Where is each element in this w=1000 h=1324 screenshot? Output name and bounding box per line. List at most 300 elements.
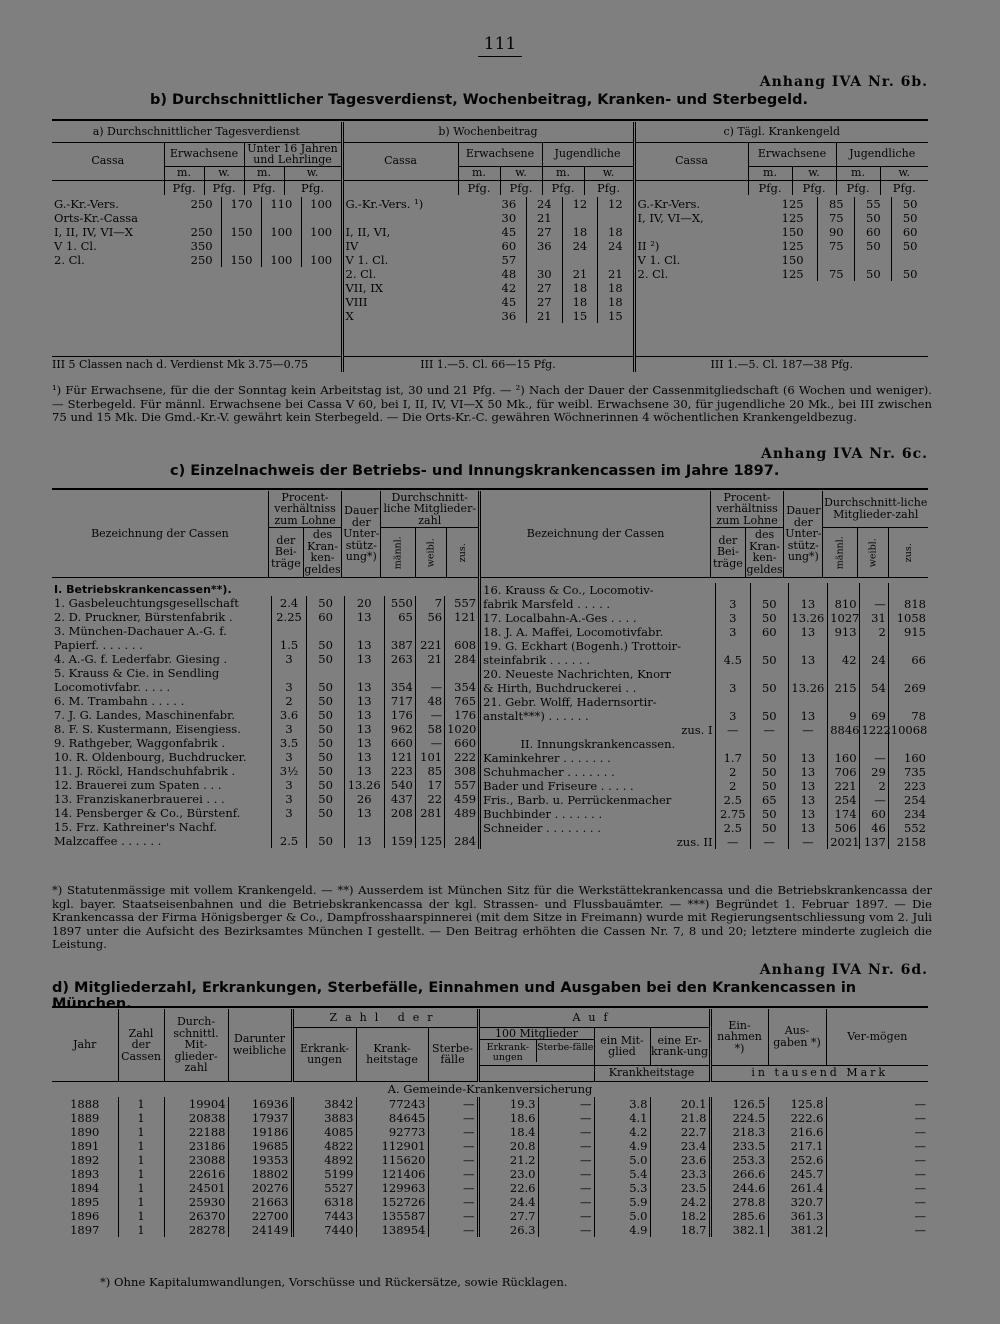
table-cell: — [914,1139,926,1153]
header-m: m. [836,166,880,180]
table-cell: — [538,1181,594,1195]
table-cell: — [428,1139,478,1153]
table-cell: 30 [492,211,527,225]
table-cell: 223 [904,778,926,793]
table-cell [271,820,307,834]
row-label [344,211,492,225]
header-auf: Auf [478,1009,710,1027]
table-cell [888,583,928,597]
table-cell: 21 [526,309,562,323]
row-label: steinfabrik . . . . . . [481,653,715,667]
table-cell [301,211,340,225]
table-cell: 717 [384,694,415,708]
table-cell: 1 [118,1167,164,1181]
table-cell: 25930 [164,1195,228,1209]
row-label: anstalt***) . . . . . . [481,709,715,723]
table-row [52,1209,928,1223]
table-cell: 58 [415,722,444,736]
table-cell: 13 [344,610,384,624]
table-cell: 13 [344,652,384,666]
table-row [52,694,478,708]
row-label: 7. J. G. Landes, Maschinenfabr. [52,708,271,722]
table-cell: 125 [415,834,444,848]
table-cell [888,667,928,681]
table-cell: 10068 [890,722,928,737]
table-cell: 1 [118,1097,164,1111]
table-cell: 50 [750,597,788,611]
table-cell: 2.75 [715,807,750,821]
row-label: V 1. Cl. [345,252,389,267]
header-krankengeld: c) Tägl. Krankengeld [634,122,928,142]
table-cell [715,737,750,751]
header-weibl: weibl. [425,538,437,567]
table-cell: 3 [271,722,307,736]
table-cell [598,211,633,225]
row-label: 6. M. Trambahn . . . . . [52,694,271,708]
row-label: 5. Krauss & Cie. in Sendling [52,666,271,680]
unit-pfg: Pfg. [792,180,836,195]
table-cell: 284 [454,833,477,848]
table-cell: 50 [750,779,788,793]
row-label: 1889 [52,1111,118,1125]
table-row [52,1097,928,1111]
table-cell: 22616 [164,1167,228,1181]
table-row [52,680,478,694]
table-row [344,239,633,253]
table-cell: 13 [344,736,384,750]
table-cell: 50 [307,834,345,848]
table-cell: 3 [715,709,750,723]
table-cell: 5.9 [594,1195,650,1209]
table-cell [307,820,345,834]
table-cell: 69 [859,709,888,723]
table-row [52,596,478,610]
table-cell: 17 [415,778,444,792]
header-bezeichnung-left: Bezeichnung der Cassen [52,491,268,577]
table-cell: 4085 [292,1125,356,1139]
table-cell: 13 [344,694,384,708]
table-cell: 26370 [164,1209,228,1223]
table-cell [261,239,301,253]
table-cell [828,639,859,653]
table-cell: 8846 [828,723,859,737]
group-gemeinde-krankenversicherung: A. Gemeinde-Krankenversicherung [387,1082,593,1097]
table-cell: 50 [902,196,918,211]
table-row [481,597,928,611]
row-label: 1892 [52,1153,118,1167]
table-cell: 30 [526,267,562,281]
table-cell [415,624,444,638]
row-label: 1897 [52,1223,118,1237]
header-krankheitstage-sub: Krankheitstage [594,1065,710,1081]
header-durchschn-mitglieder: Durch-schnittl. Mit-glieder-zahl [164,1009,228,1081]
table-row [481,709,928,723]
section-d-title: d) Mitgliederzahl, Erkrankungen, Sterbefälle, Einnahmen und Ausgaben bei den Krankencassen in München. [52,980,857,1012]
table-cell [261,211,301,225]
header-procent-left: Procent-verhältniss zum Lohne [268,491,341,527]
table-cell: 24 [562,239,598,253]
table-cell: 18.4 [478,1125,538,1139]
row-label: 8. F. S. Kustermann, Eisengiess. [52,722,271,736]
table-cell: 46 [859,821,888,835]
header-zahl-cassen: Zahl der Cassen [118,1009,164,1081]
table-cell [344,820,384,834]
table-cell: 253.3 [710,1153,768,1167]
table-row [636,253,929,267]
table-cell: 75 [818,267,855,281]
table-cell: 77243 [356,1097,428,1111]
table-row [481,765,928,779]
table-cell: 60 [859,807,888,821]
row-label: 2. Cl. [345,266,377,281]
header-erwachsene-a: Erwachsene [164,142,244,166]
table-cell: 50 [307,596,345,610]
header-ausgaben: Aus-gaben *) [768,1009,826,1065]
table-row [481,625,928,639]
table-cell: 489 [454,805,477,820]
table-cell: 135587 [356,1209,428,1223]
table-cell: — [914,1195,926,1209]
table-cell: 278.8 [710,1195,768,1209]
row-label: Kaminkehrer . . . . . . . [481,751,715,765]
table-cell: 9 [828,709,859,723]
table-cell: 24 [859,653,888,667]
row-label: 21. Gebr. Wolff, Hadernsortir- [481,695,715,709]
table-cell: 557 [454,595,477,610]
table-cell: 22.7 [650,1125,710,1139]
table-cell: 21 [526,211,562,225]
row-label: V 1. Cl. [54,238,97,253]
row-label: X [345,308,354,323]
header-cassa-b: Cassa [342,142,458,180]
table-cell: 45 [492,295,527,309]
table-cell: 5.4 [594,1167,650,1181]
table-cell: 50 [750,751,788,765]
table-cell: 21.8 [650,1111,710,1125]
table-cell: 150 [221,225,261,239]
table-cell: 15 [562,309,598,323]
table-cell: 3 [715,681,750,695]
table-cell [788,695,828,709]
row-label: I, IV, VI—X, [637,210,704,225]
table-cell: 50 [307,638,345,652]
table-cell: 13 [788,625,828,639]
header-tausend-mark: in tausend Mark [710,1065,928,1081]
table-cell: 18.6 [478,1111,538,1125]
table-cell: 250 [182,225,221,239]
row-label: VII, IX [345,280,383,295]
header-w: w. [284,166,342,180]
daily-wage-rows [52,197,341,267]
table-cell: 1 [118,1153,164,1167]
table-cell: — [538,1209,594,1223]
table-cell: 115620 [356,1153,428,1167]
table-cell: 1 [118,1223,164,1237]
table-row [481,611,928,625]
table-cell: 382.1 [710,1223,768,1237]
table-cell: 23.5 [650,1181,710,1195]
table-cell: 16936 [228,1097,292,1111]
table-cell: 26 [344,792,384,806]
row-label: G.-Kr.-Vers. [54,196,119,211]
table-row [481,681,928,695]
table-cell: 13 [788,751,828,765]
table-cell: 26.3 [478,1223,538,1237]
table-cell: 13 [344,806,384,820]
table-cell: 3 [715,611,750,625]
header-sterbefaelle: Sterbe-fälle [428,1027,478,1081]
table-cell: 1.7 [715,751,750,765]
table-cell: 5.3 [594,1181,650,1195]
table-row [481,723,928,737]
unit-pfg: Pfg. [244,180,284,195]
table-cell [859,583,888,597]
table-cell: 962 [384,722,415,736]
header-erkrankungen: Erkrank-ungen [292,1027,356,1081]
table-cell: 125 [768,211,818,225]
header-erwachsene-c: Erwachsene [748,142,836,166]
table-cell: 20.1 [650,1097,710,1111]
table-row [52,736,478,750]
unit-pfg: Pfg. [458,180,500,195]
table-cell: 100 [261,225,301,239]
table-cell: 18 [562,281,598,295]
table-cell: 66 [911,652,926,667]
row-label: 13. Franziskanerbrauerei . . . [52,792,271,806]
header-cassa-c: Cassa [634,142,748,180]
wage-contribution-table [52,122,928,372]
table-row [52,239,341,253]
table-cell: 36 [492,309,527,323]
table-cell: 84645 [356,1111,428,1125]
table-row [636,197,929,211]
sick-pay-rows [636,197,929,281]
header-sterbefaelle-sub: Sterbe-fälle [537,1042,594,1053]
table-cell: 19685 [228,1139,292,1153]
header-cassa-a: Cassa [52,142,164,180]
table-cell [384,820,415,834]
table-cell: 138954 [356,1223,428,1237]
table-row [52,1125,928,1139]
table-row [636,267,929,281]
table-cell: 50 [750,821,788,835]
header-m: m. [164,166,204,180]
table-cell: 3.5 [271,736,307,750]
table-cell [384,666,415,680]
table-cell: 100 [310,196,333,211]
header-m: m. [542,166,584,180]
single-cassa-table [52,491,928,849]
table-cell: 50 [307,750,345,764]
table-row [481,779,928,793]
unit-pfg: Pfg. [284,180,342,195]
table-cell: 48 [492,267,527,281]
table-cell: 13 [788,807,828,821]
table-cell [888,639,928,653]
table-cell: 125 [768,197,818,211]
table-cell: 13.26 [788,681,828,695]
table-cell: 65 [750,793,788,807]
row-label: 16. Krauss & Co., Locomotiv- [481,583,715,597]
table-row [636,239,929,253]
table-cell: 250 [182,253,221,267]
header-der-beitraege: der Bei-träge [268,527,303,577]
table-cell: 3 [271,792,307,806]
table-cell: 263 [384,652,415,666]
header-dauer-left: Dauer der Unter-stütz-ung*) [342,491,381,577]
table-row [52,834,478,848]
footnote-c: *) Statutenmässige mit vollem Krankengeld. — **) Ausserdem ist München Sitz für die Werkstättekrankencassa und die Betriebskrankencassa der kgl. bayer. Staatseisenbahnen und die Betriebskrankencassa der kgl. Strassen- und Flussbauämter. — ***) Begründet 1. Februar 1897. — Die Krankencassa der Firma Hönigsberger & Co., Dampfrosshaarspinnerei (mit dem Sitze in Freimann) wurde mit Regierungsentschliessung vom 2. Juli 1897 unter die Aufsicht des Bezirksamtes München I gestellt. — Den Beitrag erhöhten die Cassen Nr. 7, 8 und 20; letztere minderte zugleich die Leistung. [52,883,932,952]
table-row [481,667,928,681]
table-cell: 915 [904,624,926,639]
table-row [481,821,928,835]
table-cell: 50 [902,238,918,253]
table-cell: 3½ [271,764,307,778]
table-cell [307,624,345,638]
table-row [52,1153,928,1167]
table-cell [715,583,750,597]
table-row [52,708,478,722]
section-b-top-rule [52,119,928,121]
table-cell: 125 [768,267,818,281]
table-row [52,792,478,806]
table-cell [715,695,750,709]
header-tagesverdienst: a) Durchschnittlicher Tagesverdienst [52,122,342,142]
table-cell: — [538,1097,594,1111]
table-cell: 23088 [164,1153,228,1167]
table-cell: 221 [415,638,444,652]
table-cell: 55 [855,197,892,211]
table-cell [855,253,892,267]
table-row [52,253,341,267]
table-cell: — [859,793,888,807]
table-cell: 506 [828,821,859,835]
table-cell [859,639,888,653]
table-cell: 50 [750,653,788,667]
table-cell: 1 [118,1125,164,1139]
section-c-title: c) Einzelnachweis der Betriebs- und Innungskrankencassen im Jahre 1897. [170,463,780,479]
table-cell: — [428,1111,478,1125]
table-cell: 18 [608,224,623,239]
table-cell: — [428,1167,478,1181]
footer-tagesverdienst: III 5 Classen nach d. Verdienst Mk 3.75—0.75 [52,356,342,372]
table-cell: 159 [384,834,415,848]
table-cell: 24 [526,197,562,211]
table-cell: 174 [828,807,859,821]
table-row [52,1167,928,1181]
table-cell: 13 [344,750,384,764]
table-cell [788,639,828,653]
table-cell: 2158 [896,834,926,849]
table-cell: 3.6 [271,708,307,722]
table-cell: 1 [118,1181,164,1195]
header-ein-mitglied: ein Mit-glied [594,1027,650,1065]
table-row [481,639,928,653]
header-eine-erkrankung: eine Er-krank-ung [650,1027,710,1065]
row-label: zus. I [481,723,715,737]
table-cell [182,211,221,225]
table-cell: — [788,835,828,849]
table-cell: 18.7 [650,1223,710,1237]
table-cell: 913 [828,625,859,639]
table-cell: 2 [859,779,888,793]
table-cell: 244.6 [710,1181,768,1195]
table-cell: 23.3 [650,1167,710,1181]
table-cell: 50 [750,681,788,695]
table-row [52,1181,928,1195]
table-cell: 65 [384,610,415,624]
table-cell [271,624,307,638]
table-cell: 350 [182,239,221,253]
table-cell: 3 [271,806,307,820]
table-cell: — [914,1167,926,1181]
table-cell: 1020 [447,721,477,736]
table-cell: 2.5 [271,834,307,848]
table-cell: — [415,708,444,722]
section-c-top-rule [52,488,928,490]
table-cell: — [750,835,788,849]
row-label: VIII [345,294,368,309]
table-cell [384,624,415,638]
table-cell [598,253,633,267]
row-label: 1893 [52,1167,118,1181]
table-cell: 222.6 [768,1111,826,1125]
header-krankheitstage: Krank-heitstage [356,1027,428,1081]
table-cell: 50 [307,736,345,750]
table-row [344,281,633,295]
table-cell: 4.5 [715,653,750,667]
table-cell: 13 [788,653,828,667]
footnote-b: ¹) Für Erwachsene, für die der Sonntag kein Arbeitstag ist, 30 und 21 Pfg. — ²) Nach der Dauer der Cassenmitgliedschaft (6 Wochen und weniger). — Sterbegeld. Für männl. Erwachsene bei Cassa V 60, bei I, II, IV, VI—X 50 Mk., für weibl. Erwachsene 30, für jugendliche 20 Mk., bei III zwischen 75 und 15 Mk. Die Gmd.-Kr.-V. gewährt kein Sterbegeld. — Die Orts-Kr.-C. gewähren Wöchnerinnen 4 wöchentlichen Krankengeldbezug. [52,383,932,425]
table-cell: 18.2 [650,1209,710,1223]
row-label: 1. Gasbeleuchtungsgesellschaft [52,596,271,610]
table-cell: 12 [608,196,623,211]
table-cell: 2021 [828,835,859,849]
table-cell: 5199 [292,1167,356,1181]
table-cell: 459 [454,791,477,806]
weekly-contribution-rows [344,197,633,323]
table-cell: 4892 [292,1153,356,1167]
table-cell: 281 [415,806,444,820]
table-cell: 152726 [356,1195,428,1209]
table-cell: — [538,1125,594,1139]
table-cell: 85 [415,764,444,778]
table-cell: 22188 [164,1125,228,1139]
table-cell: 13 [788,765,828,779]
row-label: 18. J. A. Maffei, Locomotivfabr. [481,625,715,639]
table-cell: 28278 [164,1223,228,1237]
header-durchschn-left: Durchschnitt-liche Mitglieder-zahl [381,491,480,527]
row-label: IV [345,238,359,253]
page-number: 111 [483,34,517,54]
table-cell: 2 [715,779,750,793]
table-cell: — [538,1223,594,1237]
row-label: V 1. Cl. [637,252,681,267]
table-cell: 18 [608,294,623,309]
table-row [481,583,928,597]
table-cell: 176 [454,707,477,722]
table-cell [788,737,828,751]
table-cell: 22700 [228,1209,292,1223]
row-label: 1896 [52,1209,118,1223]
row-label: Bader und Friseure . . . . . [481,779,715,793]
header-w: w. [898,166,911,180]
table-cell: 20838 [164,1111,228,1125]
table-cell: 13 [788,779,828,793]
table-cell: 18802 [228,1167,292,1181]
table-cell [750,667,788,681]
table-row [52,1223,928,1237]
